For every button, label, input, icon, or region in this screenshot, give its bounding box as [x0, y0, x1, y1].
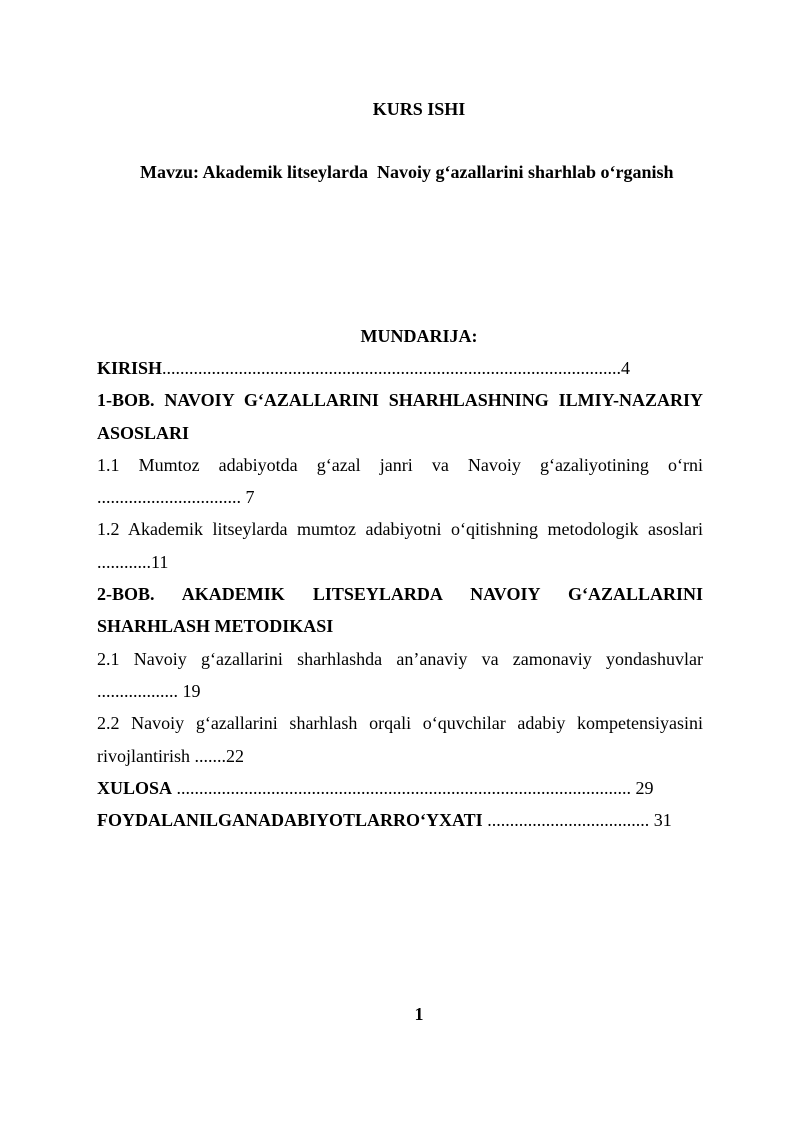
page-number: 1	[414, 1004, 424, 1024]
toc-entry-conclusion	[97, 772, 703, 804]
toc-entry-section-1-2: 1.2 Akademik litseylarda mumtoz adabiyotni o‘qitishning metodologik asoslari ............11	[97, 519, 703, 572]
toc-entry-section-2-2: 2.2 Navoiy g‘azallarini sharhlash orqali o‘quvchilar adabiy kompetensiyasini rivojlantirish .......22	[97, 713, 703, 766]
toc-entry-label: XULOSA	[97, 777, 173, 798]
toc-entry-leader: ......................................................................................................4	[162, 358, 631, 378]
toc-entry-chapter-1: 1-BOB. NAVOIY G‘AZALLARINI SHARHLASHNING ILMIY-NAZARIY ASOSLARI	[97, 390, 703, 443]
table-of-contents	[97, 352, 703, 836]
toc-entry-references	[97, 804, 703, 836]
toc-entry-section-2-1: 2.1 Navoiy g‘azallarini sharhlashda an’anaviy va zamonaviy yondashuvlar .................. 19	[97, 648, 703, 701]
toc-entry-chapter-2: 2-BOB. AKADEMIK LITSEYLARDA NAVOIY G‘AZALLARINI SHARHLASH METODIKASI	[97, 584, 703, 637]
toc-entry-label: KIRISH	[97, 358, 163, 378]
toc-entry-intro	[97, 352, 703, 384]
toc-entry-label: FOYDALANILGANADABIYOTLARRO‘YXATI	[97, 810, 483, 831]
toc-heading: MUNDARIJA:	[360, 326, 478, 346]
document-title: KURS ISHI	[372, 99, 466, 119]
toc-entry-leader: .................................... 31	[482, 810, 672, 831]
toc-entry-leader: ..................................................................................................... 29	[172, 777, 654, 798]
document-topic: Mavzu: Akademik litseylarda Navoiy g‘azallarini sharhlab o‘rganish	[140, 162, 674, 182]
toc-entry-section-1-1: 1.1 Mumtoz adabiyotda g‘azal janri va Navoiy g‘azaliyotining o‘rni ................................ 7	[97, 454, 703, 508]
